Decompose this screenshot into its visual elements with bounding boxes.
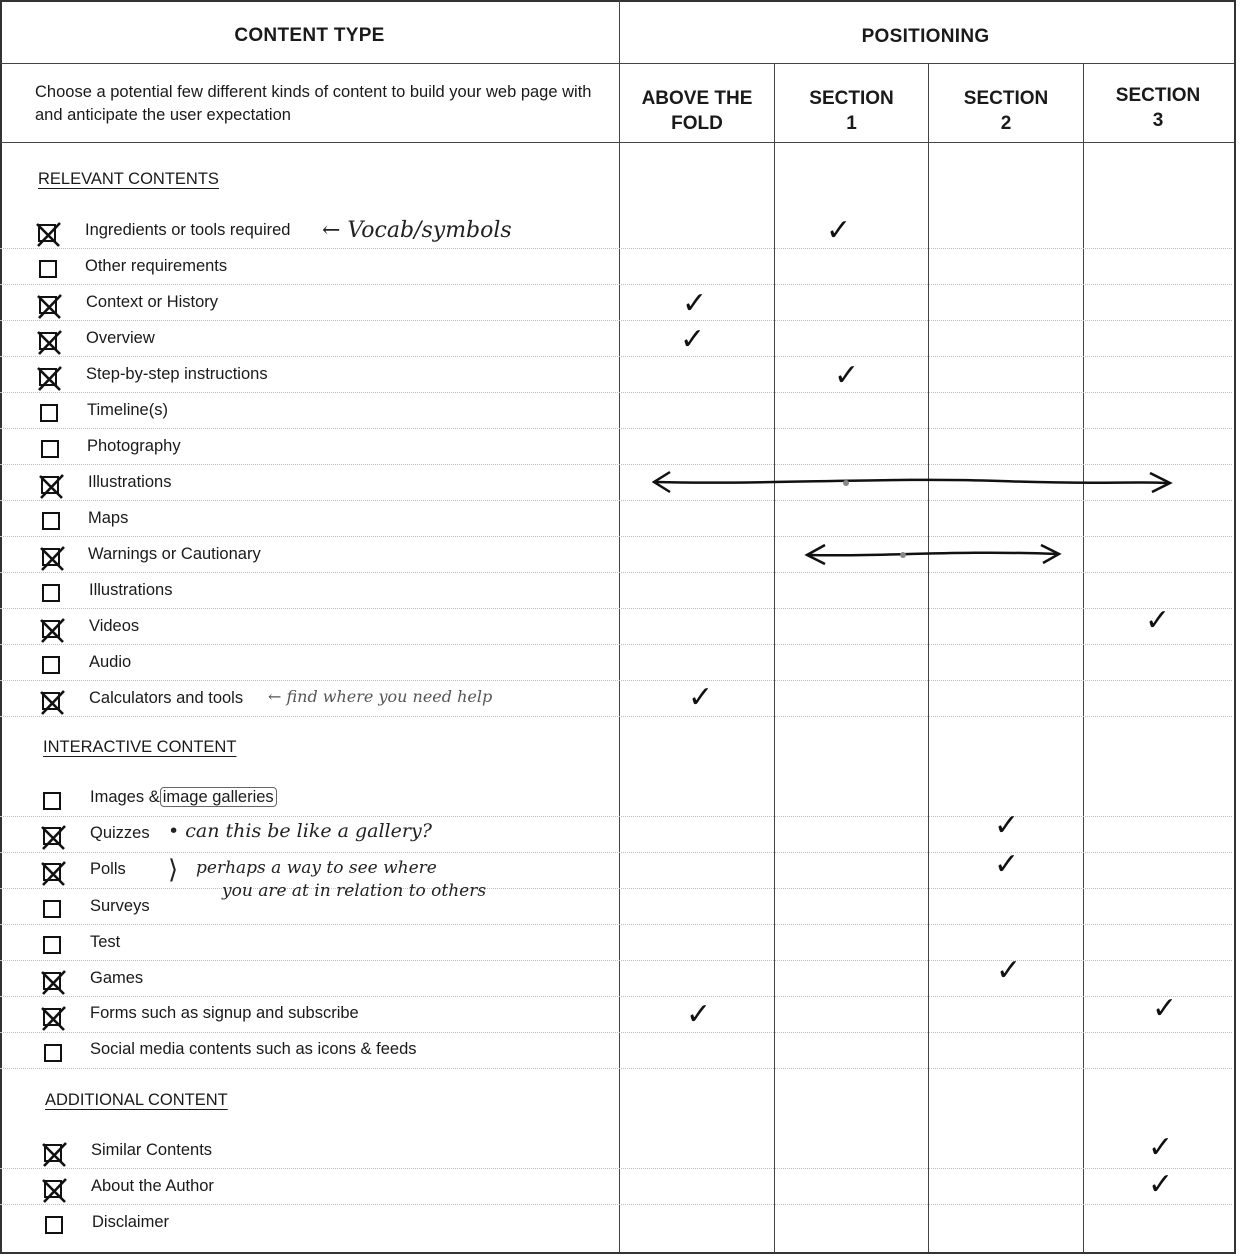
- row-label-images-text: Images &: [90, 788, 160, 806]
- x-mark-icon: [40, 969, 68, 997]
- checkbox-other-requirements[interactable]: [39, 260, 57, 278]
- row-label-forms: Forms such as signup and subscribe: [90, 1004, 359, 1022]
- row-separator: [0, 888, 1232, 889]
- check-mark-icon: ✓: [994, 808, 1020, 843]
- positioning-header: POSITIONING: [861, 26, 990, 47]
- check-mark-icon: ✓: [1145, 603, 1171, 638]
- row-separator: [0, 1032, 1232, 1033]
- row-label-calculators: Calculators and tools: [89, 689, 244, 707]
- column-header-above-fold: [620, 86, 774, 136]
- row-label-context-history: Context or History: [86, 293, 219, 311]
- column-header-line2: FOLD: [671, 113, 723, 134]
- checkbox-videos[interactable]: [42, 620, 60, 638]
- check-mark-icon: ✓: [834, 358, 860, 393]
- double-arrow-icon: [640, 465, 1185, 500]
- x-mark-icon: [36, 293, 64, 321]
- row-label-timelines: Timeline(s): [87, 401, 168, 419]
- column-header-line1: SECTION: [809, 88, 894, 109]
- row-separator: [0, 960, 1232, 961]
- section-title-relevant: RELEVANT CONTENTS: [38, 170, 219, 188]
- checkbox-step-by-step[interactable]: [39, 368, 57, 386]
- checkbox-social-media[interactable]: [44, 1044, 62, 1062]
- checkbox-calculators[interactable]: [42, 692, 60, 710]
- row-label-about-author: About the Author: [91, 1177, 214, 1195]
- column-header-line1: SECTION: [1115, 85, 1201, 106]
- row-label-warnings: Warnings or Cautionary: [88, 545, 261, 563]
- checkbox-overview[interactable]: [39, 332, 57, 350]
- row-separator: [0, 1204, 1232, 1205]
- row-label-audio: Audio: [89, 653, 132, 671]
- check-mark-icon: ✓: [826, 213, 852, 248]
- column-header-line2: 1: [846, 113, 857, 134]
- checkbox-similar-contents[interactable]: [44, 1144, 62, 1162]
- column-divider-2: [928, 63, 929, 1252]
- row-label-ingredients: Ingredients or tools required: [85, 221, 291, 239]
- row-label-disclaimer: Disclaimer: [92, 1213, 170, 1231]
- x-mark-icon: [35, 221, 63, 249]
- checkbox-timelines[interactable]: [40, 404, 58, 422]
- row-separator: [0, 536, 1232, 537]
- check-mark-icon: ✓: [682, 286, 708, 321]
- content-type-header: CONTENT TYPE: [234, 25, 385, 46]
- column-header-line2: 3: [1152, 110, 1164, 131]
- row-label-social-media: Social media contents such as icons & feeds: [90, 1040, 417, 1058]
- x-mark-icon: [39, 545, 67, 573]
- header-divider: [0, 63, 1234, 64]
- row-separator: [0, 248, 1232, 249]
- row-separator: [0, 644, 1232, 645]
- x-mark-icon: [41, 1141, 69, 1169]
- x-mark-icon: [40, 1005, 68, 1033]
- column-header-section-1: [775, 86, 928, 136]
- note-find-help: ← find where you need help: [268, 687, 493, 706]
- row-separator: [0, 996, 1232, 997]
- row-separator: [0, 680, 1232, 681]
- row-separator: [0, 716, 1232, 717]
- column-divider-1: [774, 63, 775, 1252]
- row-separator: [0, 816, 1232, 817]
- row-separator: [0, 1168, 1232, 1169]
- checkbox-photography[interactable]: [41, 440, 59, 458]
- checkbox-images[interactable]: [43, 792, 61, 810]
- row-separator: [0, 852, 1232, 853]
- row-label-overview: Overview: [86, 329, 155, 347]
- checkbox-warnings[interactable]: [42, 548, 60, 566]
- column-divider-main: [619, 0, 620, 1252]
- checkbox-context-history[interactable]: [39, 296, 57, 314]
- row-separator: [0, 924, 1232, 925]
- x-mark-icon: [40, 860, 68, 888]
- column-header-section-2: [929, 86, 1083, 136]
- checkbox-illustrations-2[interactable]: [42, 584, 60, 602]
- x-mark-icon: [38, 473, 66, 501]
- image-galleries-circled: image galleries: [160, 787, 277, 807]
- column-header-section-3: [1084, 83, 1232, 133]
- row-label-photography: Photography: [87, 437, 181, 455]
- x-mark-icon: [36, 329, 64, 357]
- row-separator: [0, 356, 1232, 357]
- checkbox-polls[interactable]: [43, 863, 61, 881]
- row-separator: [0, 500, 1232, 501]
- checkbox-disclaimer[interactable]: [45, 1216, 63, 1234]
- check-mark-icon: ✓: [1148, 1130, 1174, 1165]
- note-vocab-symbols: ← Vocab/symbols: [322, 218, 512, 243]
- checkbox-test[interactable]: [43, 936, 61, 954]
- column-header-line1: SECTION: [963, 88, 1049, 109]
- checkbox-quizzes[interactable]: [43, 827, 61, 845]
- row-label-other-requirements: Other requirements: [85, 257, 228, 275]
- x-mark-icon: [41, 1177, 69, 1205]
- section-title-interactive: INTERACTIVE CONTENT: [43, 738, 237, 756]
- row-label-videos: Videos: [89, 617, 140, 635]
- note-gallery-question: • can this be like a gallery?: [168, 820, 432, 842]
- row-separator: [0, 608, 1232, 609]
- check-mark-icon: ✓: [688, 680, 714, 715]
- note-polls-line2: you are at in relation to others: [222, 881, 487, 901]
- checkbox-surveys[interactable]: [43, 900, 61, 918]
- row-separator: [0, 428, 1232, 429]
- check-mark-icon: ✓: [1148, 1167, 1174, 1202]
- column-divider-3: [1083, 63, 1084, 1252]
- x-mark-icon: [36, 365, 64, 393]
- double-arrow-icon: [795, 539, 1070, 571]
- note-polls-line1: perhaps a way to see where: [196, 858, 437, 878]
- row-separator: [0, 284, 1232, 285]
- row-label-test: Test: [90, 933, 121, 951]
- x-mark-icon: [40, 824, 68, 852]
- row-separator: [0, 320, 1232, 321]
- checkbox-ingredients[interactable]: [38, 224, 56, 242]
- checkbox-maps[interactable]: [42, 512, 60, 530]
- row-label-illustrations-2: Illustrations: [89, 581, 173, 599]
- row-label-step-by-step: Step-by-step instructions: [86, 365, 268, 383]
- checkbox-audio[interactable]: [42, 656, 60, 674]
- row-label-surveys: Surveys: [90, 897, 150, 915]
- row-label-polls: Polls: [90, 860, 126, 878]
- row-label-games: Games: [90, 969, 144, 987]
- row-label-illustrations: Illustrations: [88, 473, 172, 491]
- row-label-images: [90, 788, 277, 807]
- checkbox-illustrations[interactable]: [41, 476, 59, 494]
- row-separator: [0, 392, 1232, 393]
- subheader-divider: [0, 142, 1234, 143]
- instructions-text: Choose a potential few different kinds of content to build your web page with and anticipate the user expectation: [35, 83, 592, 124]
- checkbox-games[interactable]: [43, 972, 61, 990]
- section-title-additional: ADDITIONAL CONTENT: [45, 1091, 228, 1109]
- x-mark-icon: [39, 689, 67, 717]
- check-mark-icon: ✓: [994, 847, 1020, 882]
- check-mark-icon: ✓: [680, 322, 706, 357]
- checkbox-forms[interactable]: [43, 1008, 61, 1026]
- check-mark-icon: ✓: [996, 953, 1022, 988]
- brace-icon: ⟩: [168, 855, 179, 885]
- check-mark-icon: ✓: [1152, 991, 1178, 1026]
- row-label-similar-contents: Similar Contents: [91, 1141, 213, 1159]
- checkbox-about-author[interactable]: [44, 1180, 62, 1198]
- column-header-line2: 2: [1000, 113, 1012, 134]
- row-separator: [0, 572, 1232, 573]
- column-header-line1: ABOVE THE: [641, 88, 753, 109]
- row-label-maps: Maps: [88, 509, 129, 527]
- row-separator: [0, 1068, 1232, 1069]
- check-mark-icon: ✓: [686, 997, 712, 1032]
- row-label-quizzes: Quizzes: [90, 824, 150, 842]
- x-mark-icon: [39, 617, 67, 645]
